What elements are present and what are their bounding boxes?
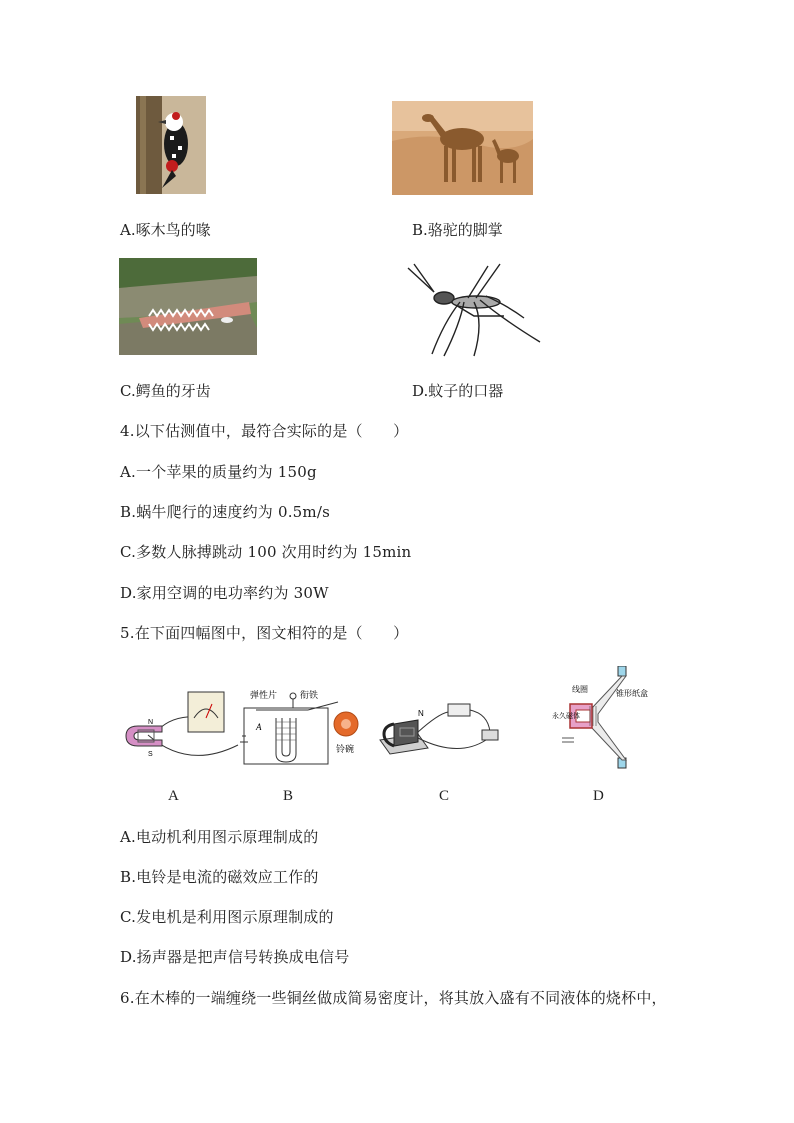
figure-d-diagram	[552, 666, 662, 770]
q5-option-c: C.发电机是利用图示原理制成的	[120, 908, 334, 926]
fig-b-spring-label: 弹性片	[250, 690, 278, 700]
q4-stem: 4.以下估测值中，最符合实际的是（ ）	[120, 422, 409, 440]
figure-label-c: C	[439, 788, 450, 804]
figure-a-diagram	[118, 690, 243, 770]
crocodile-photo	[119, 258, 257, 355]
figure-label-d: D	[593, 788, 604, 804]
fig-b-armature-label: 衔铁	[300, 690, 319, 700]
figure-b-diagram	[238, 686, 368, 770]
fig-d-coil-label: 线圈	[572, 685, 588, 694]
figure-label-a: A	[168, 788, 179, 804]
q5-option-b: B.电铃是电流的磁效应工作的	[120, 868, 319, 886]
fig-b-bell-label: 铃碗	[336, 744, 355, 754]
q6-stem: 6.在木棒的一端缠绕一些铜丝做成简易密度计，将其放入盛有不同液体的烧杯中，	[120, 989, 667, 1007]
q5-option-d: D.扬声器是把声信号转换成电信号	[120, 948, 350, 966]
fig-a-s-label: S	[148, 751, 153, 758]
q3-option-b: B.骆驼的脚掌	[412, 221, 503, 239]
q4-option-a: A.一个苹果的质量约为 150g	[120, 463, 317, 481]
q5-stem: 5.在下面四幅图中，图文相符的是（ ）	[120, 624, 409, 642]
figure-label-b: B	[283, 788, 294, 804]
q5-option-a: A.电动机利用图示原理制成的	[120, 828, 319, 846]
fig-d-cone-label: 锥形纸盒	[616, 689, 648, 698]
q3-option-c: C.鳄鱼的牙齿	[120, 382, 211, 400]
q3-option-a: A.啄木鸟的喙	[120, 221, 211, 239]
fig-b-a-label: A	[256, 722, 262, 732]
fig-a-n-label: N	[148, 719, 154, 726]
woodpecker-photo	[136, 96, 206, 194]
fig-c-n-label: N	[418, 709, 424, 718]
figure-c-diagram	[378, 694, 518, 758]
q4-option-c: C.多数人脉搏跳动 100 次用时约为 15min	[120, 543, 412, 561]
q3-option-d: D.蚊子的口器	[412, 382, 504, 400]
camel-photo	[392, 101, 533, 195]
q4-option-d: D.家用空调的电功率约为 30W	[120, 584, 329, 602]
mosquito-drawing	[404, 262, 544, 357]
fig-d-magnet-label: 永久磁体	[552, 713, 580, 720]
q4-option-b: B.蜗牛爬行的速度约为 0.5m/s	[120, 503, 330, 521]
